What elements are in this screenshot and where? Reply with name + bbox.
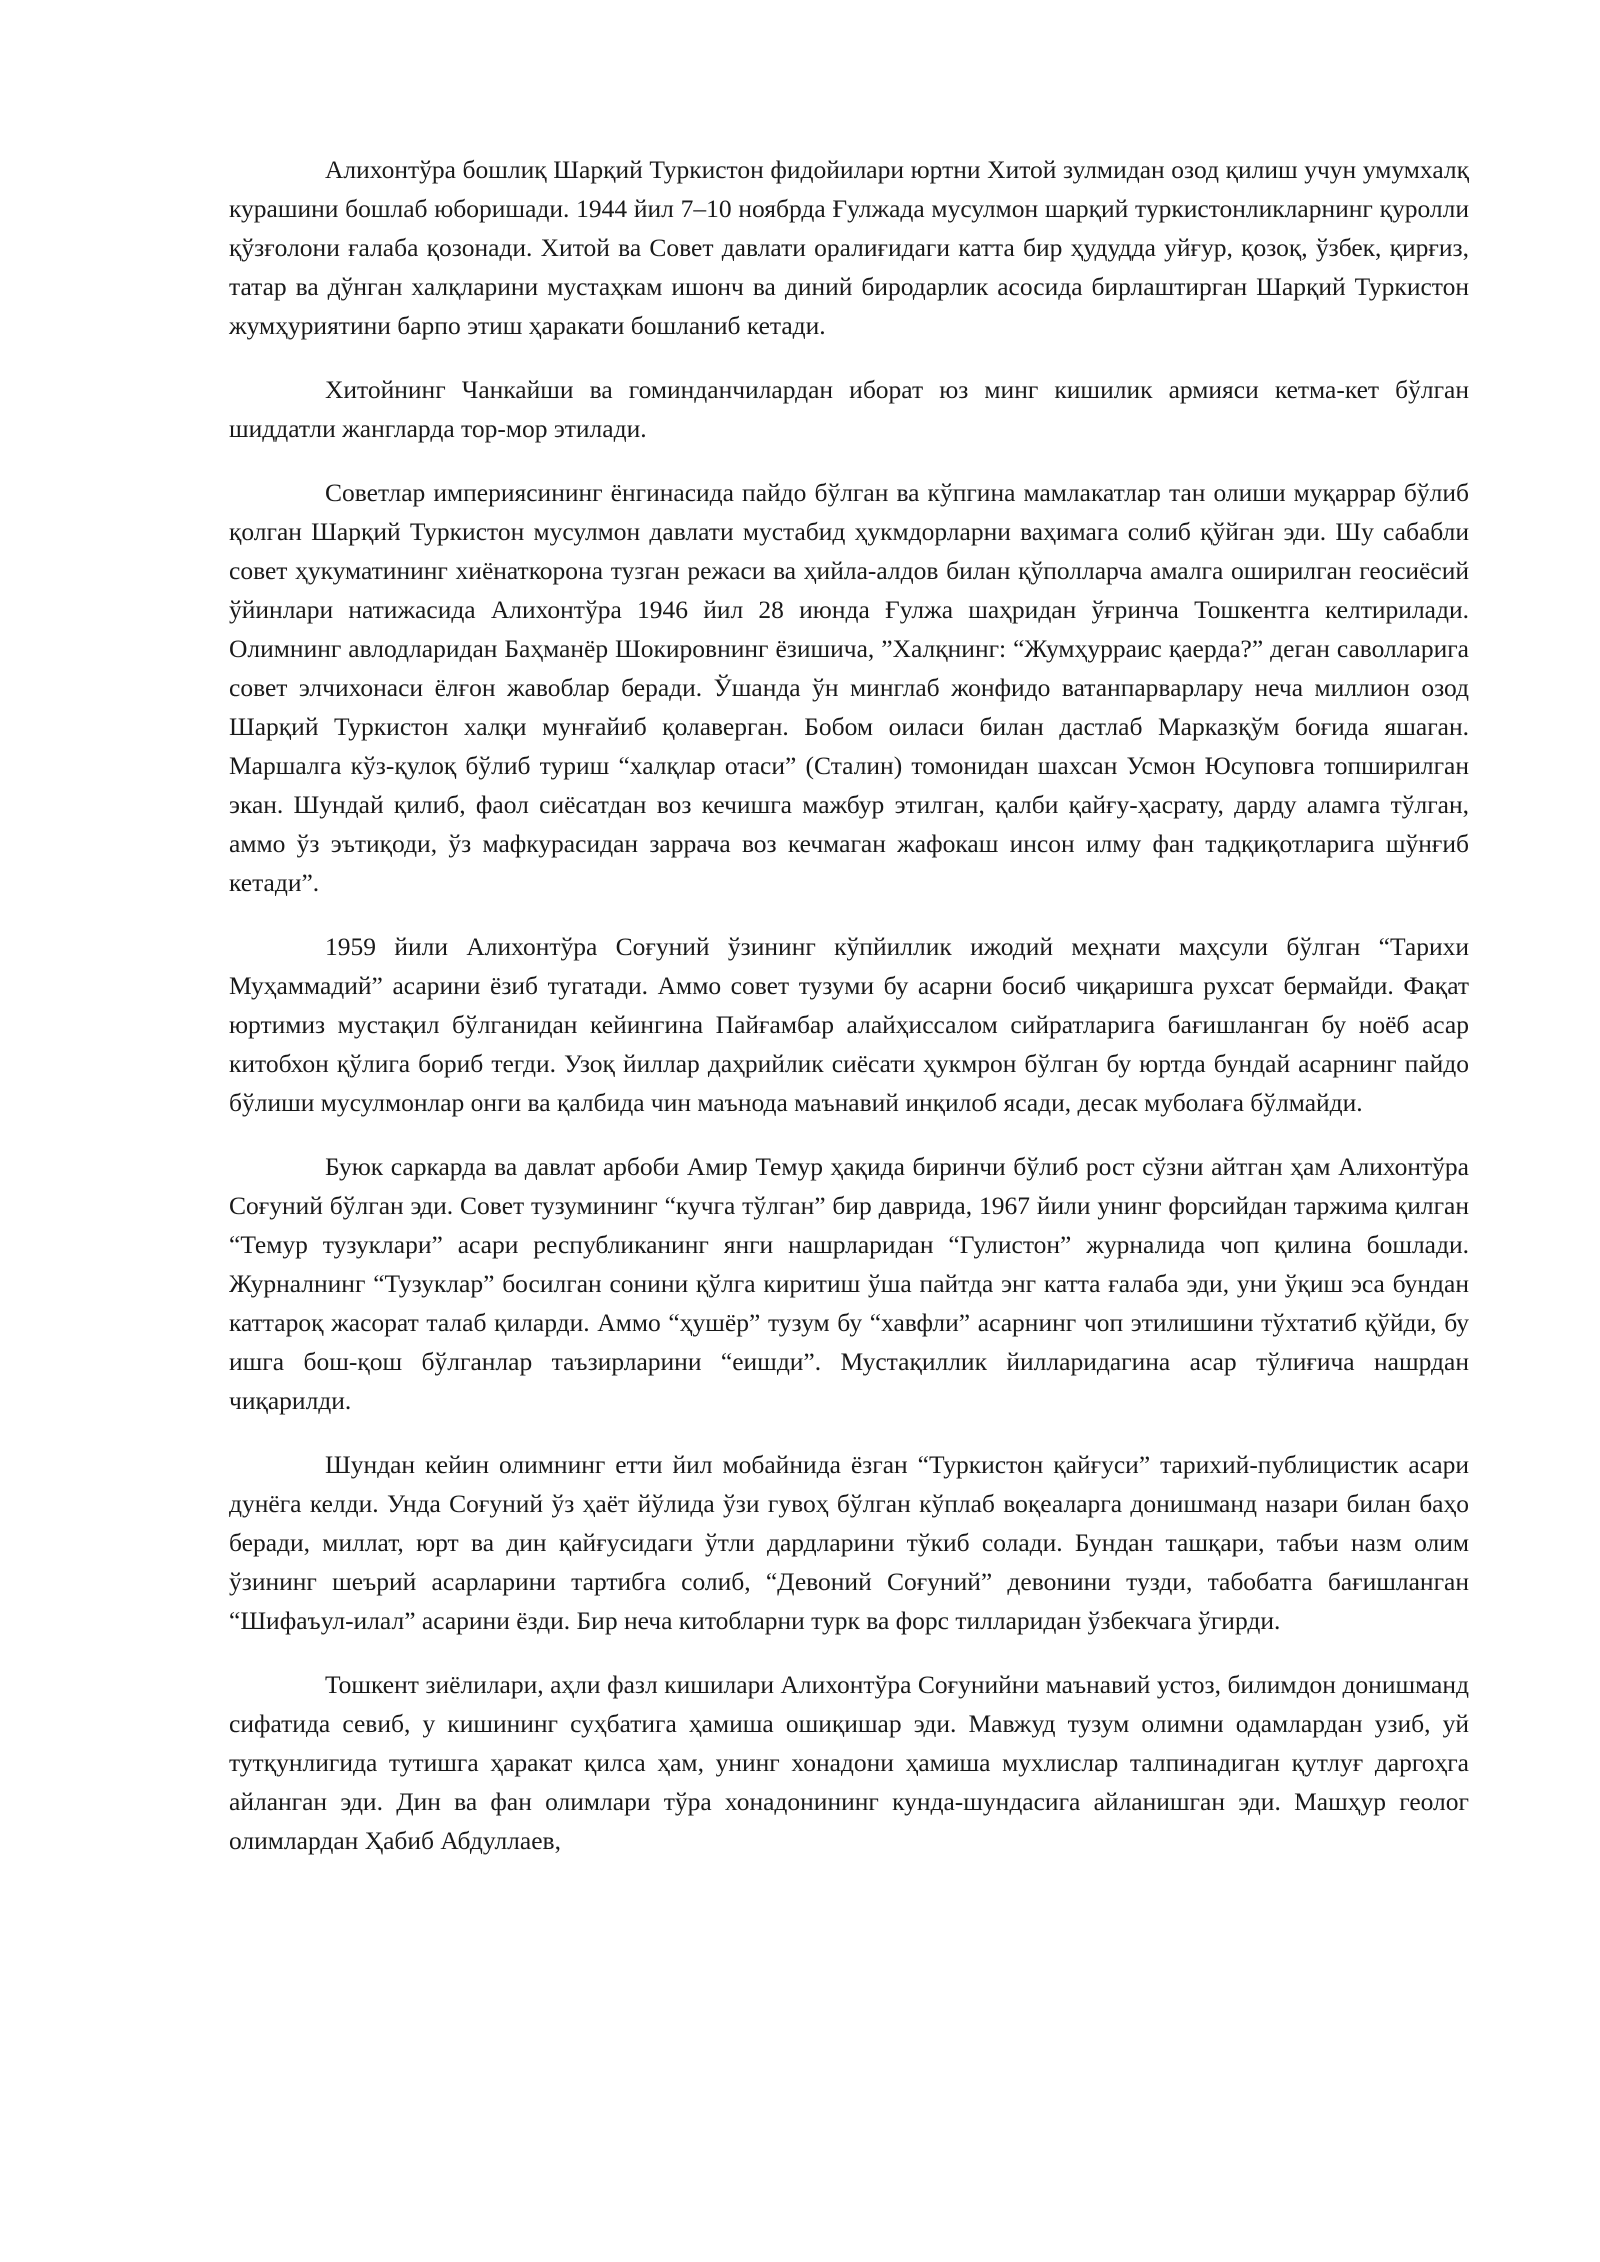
paragraph-2: Хитойнинг Чанкайши ва гоминданчилардан иборат юз минг кишилик армияси кетма-кет бўлган шиддатли жангларда тор-мор этилади. <box>229 375 1469 443</box>
paragraph-4: 1959 йили Алихонтўра Соғуний ўзининг кўпйиллик ижодий меҳнати маҳсули бўлган “Тарихи Муҳаммадий” асарини ёзиб тугатади. Аммо совет тузуми бу асарни босиб чиқаришга рухсат бермайди. Фақат юртимиз мустақил бўлганидан кейингина Пайғамбар алайҳиссалом сийратларига бағишланган бу ноёб асар китобхон қўлига бориб тегди. Узоқ йиллар даҳрийлик сиёсати ҳукмрон бўлган бу юртда бундай асарнинг пайдо бўлиши мусулмонлар онги ва қалбида чин маънода маънавий инқилоб ясади, десак муболаға бўлмайди. <box>229 932 1469 1117</box>
document-page <box>229 150 1469 1885</box>
paragraph-7: Тошкент зиёлилари, аҳли фазл кишилари Алихонтўра Соғунийни маънавий устоз, билимдон донишманд сифатида севиб, у кишининг суҳбатига ҳамиша ошиқишар эди. Мавжуд тузум олимни одамлардан узиб, уй тутқунлигида тутишга ҳаракат қилса ҳам, унинг хонадони ҳамиша мухлислар талпинадиган қутлуғ даргоҳга айланган эди. Дин ва фан олимлари тўра хонадонининг кунда-шундасига айланишган эди. Машҳур геолог олимлардан Ҳабиб Абдуллаев, <box>229 1670 1469 1855</box>
paragraph-5: Буюк саркарда ва давлат арбоби Амир Темур ҳақида биринчи бўлиб рост сўзни айтган ҳам Алихонтўра Соғуний бўлган эди. Совет тузумининг “кучга тўлган” бир даврида, 1967 йили унинг форсийдан таржима қилган “Темур тузуклари” асари республиканинг янги нашрларидан “Гулистон” журналида чоп қилина бошлади. Журналнинг “Тузуклар” босилган сонини қўлга киритиш ўша пайтда энг катта ғалаба эди, уни ўқиш эса бундан каттароқ жасорат талаб қиларди. Аммо “ҳушёр” тузум бу “хавфли” асарнинг чоп этилишини тўхтатиб қўйди, бу ишга бош-қош бўлганлар таъзирларини “еишди”. Мустақиллик йилларидагина асар тўлиғича нашрдан чиқарилди. <box>229 1152 1469 1415</box>
paragraph-1: Алихонтўра бошлиқ Шарқий Туркистон фидойилари юртни Хитой зулмидан озод қилиш учун умумхалқ курашини бошлаб юборишади. 1944 йил 7–10 ноябрда Ғулжада мусулмон шарқий туркистонликларнинг қуролли қўзғолони ғалаба қозонади. Хитой ва Совет давлати оралиғидаги катта бир ҳудудда уйғур, қозоқ, ўзбек, қирғиз, татар ва дўнган халқларини мустаҳкам ишонч ва диний биродарлик асосида бирлаштирган Шарқий Туркистон жумҳуриятини барпо этиш ҳаракати бошланиб кетади. <box>229 155 1469 340</box>
paragraph-3: Советлар империясининг ёнгинасида пайдо бўлган ва кўпгина мамлакатлар тан олиши муқаррар бўлиб қолган Шарқий Туркистон мусулмон давлати мустабид ҳукмдорларни ваҳимага солиб қўйган эди. Шу сабабли совет ҳукуматининг хиёнаткорона тузган режаси ва ҳийла-алдов билан қўполларча амалга оширилган геосиёсий ўйинлари натижасида Алихонтўра 1946 йил 28 июнда Ғулжа шаҳридан ўғринча Тошкентга келтирилади. Олимнинг авлодларидан Баҳманёр Шокировнинг ёзишича, ”Халқнинг: “Жумҳурраис қаерда?” деган саволларига совет элчихонаси ёлғон жавоблар беради. Ўшанда ўн минглаб жонфидо ватанпарварлару неча миллион озод Шарқий Туркистон халқи мунғайиб қолаверган. Бобом оиласи билан дастлаб Марказқўм боғида яшаган. Маршалга кўз-қулоқ бўлиб туриш “халқлар отаси” (Сталин) томонидан шахсан Усмон Юсуповга топширилган экан. Шундай қилиб, фаол сиёсатдан воз кечишга мажбур этилган, қалби қайғу-ҳасрату, дарду аламга тўлган, аммо ўз эътиқоди, ўз мафкурасидан заррача воз кечмаган жафокаш инсон илму фан тадқиқотларига шўнғиб кетади”. <box>229 478 1469 897</box>
paragraph-6: Шундан кейин олимнинг етти йил мобайнида ёзган “Туркистон қайғуси” тарихий-публицистик асари дунёга келди. Унда Соғуний ўз ҳаёт йўлида ўзи гувоҳ бўлган кўплаб воқеаларга донишманд назари билан баҳо беради, миллат, юрт ва дин қайғусидаги ўтли дардларини тўкиб солади. Бундан ташқари, табъи назм олим ўзининг шеърий асарларини тартибга солиб, “Девоний Соғуний” девонини тузди, табобатга бағишланган “Шифаъул-илал” асарини ёзди. Бир неча китобларни турк ва форс тилларидан ўзбекчага ўгирди. <box>229 1450 1469 1635</box>
